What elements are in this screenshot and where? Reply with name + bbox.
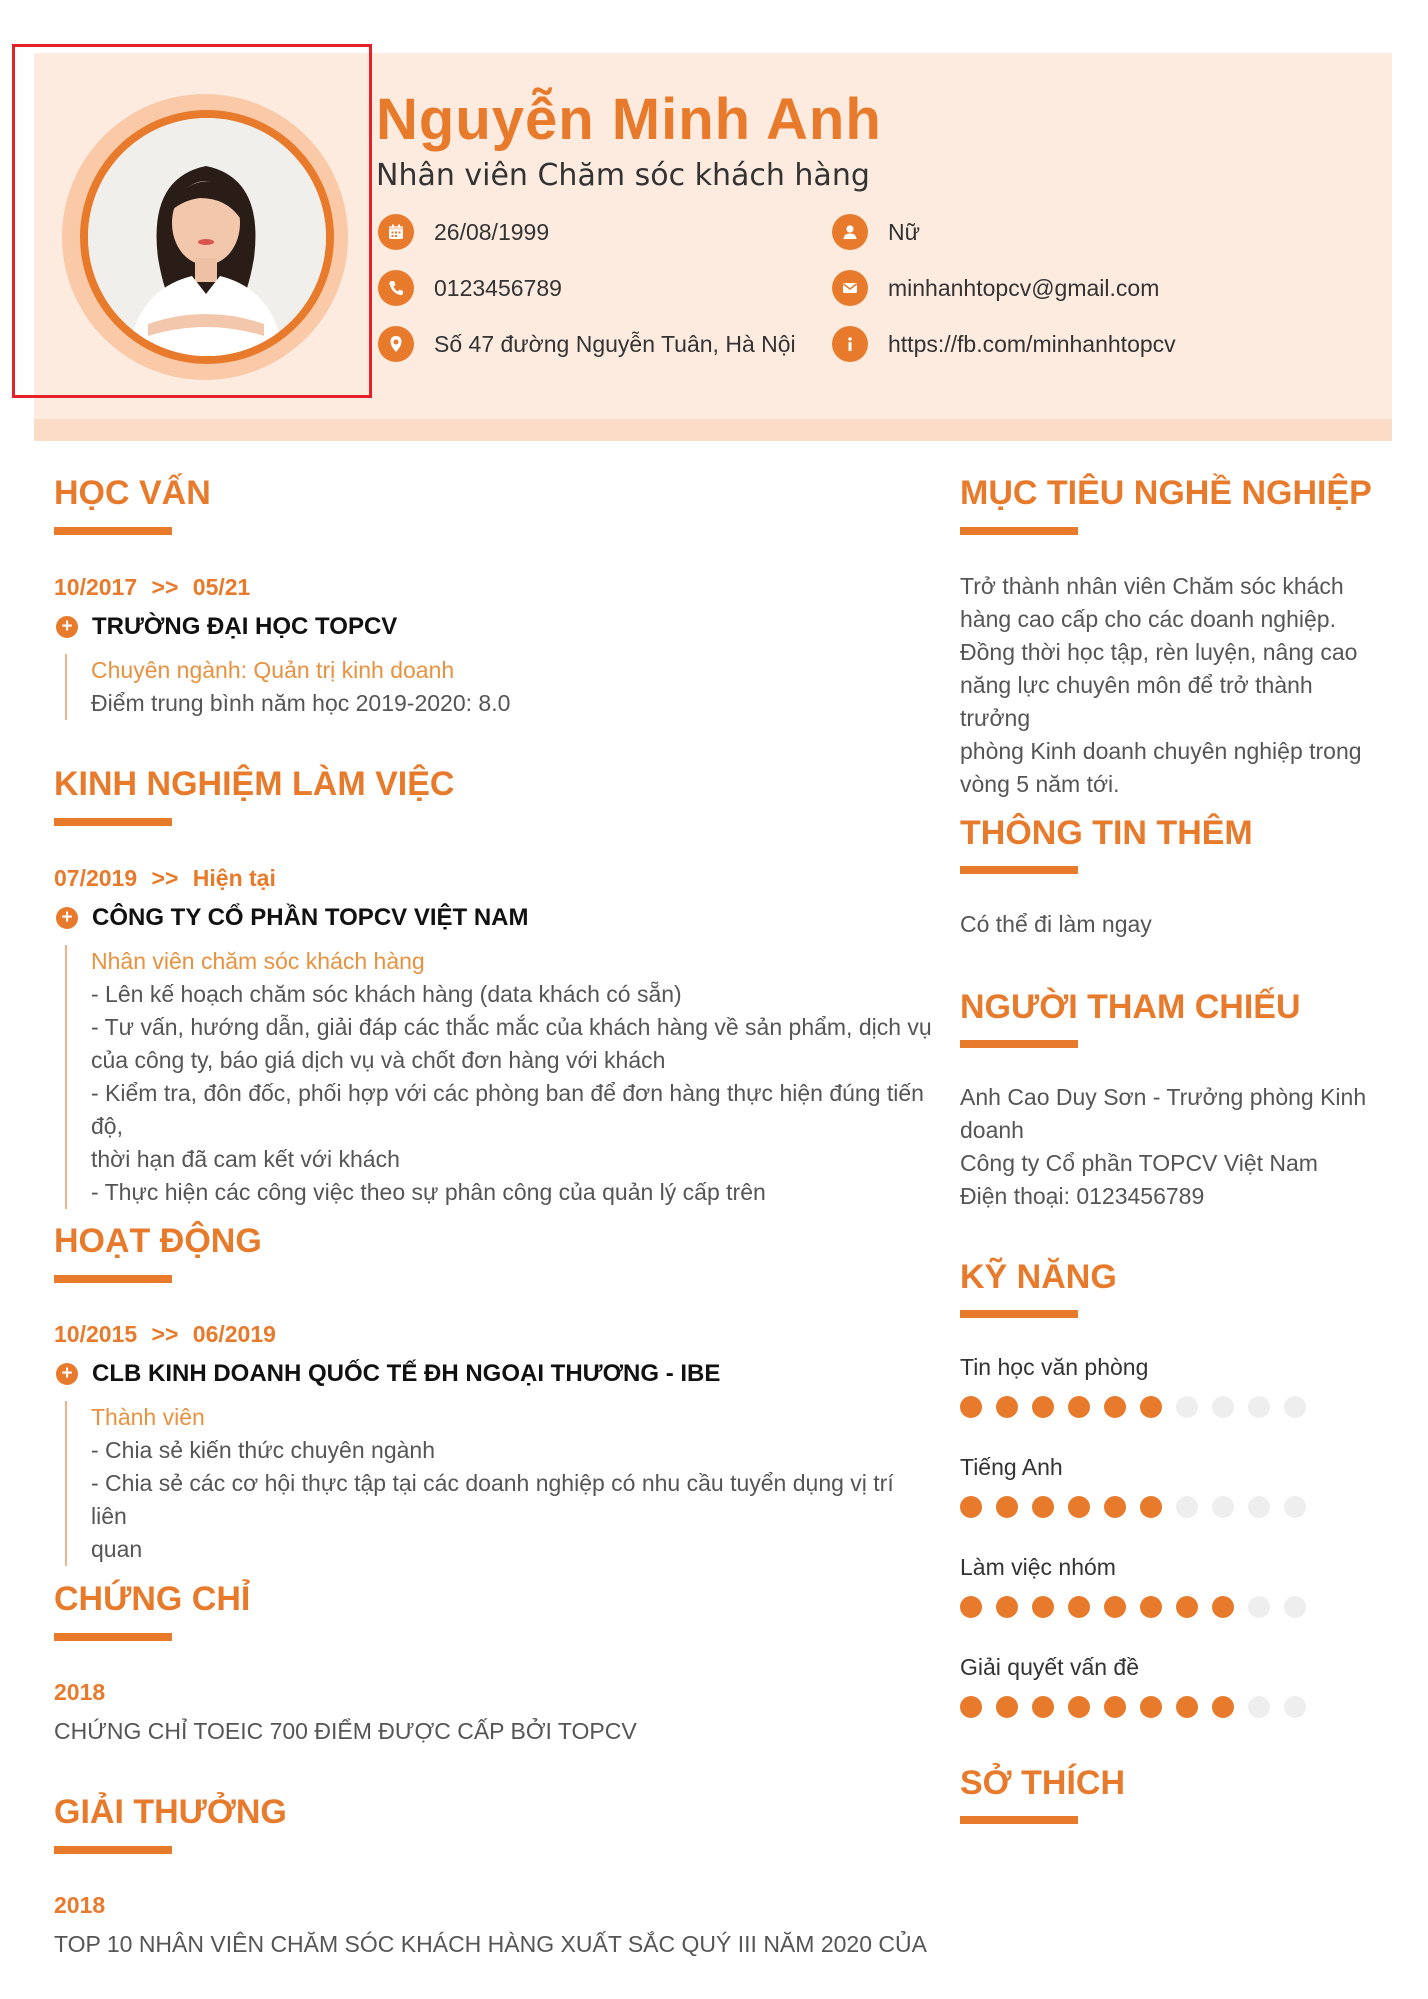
reference-text [960, 1081, 1380, 1213]
rating-dot-empty [1284, 1496, 1306, 1518]
contact-phone [378, 270, 562, 306]
experience-arrow: >> [151, 865, 179, 891]
rating-dot-filled [1032, 1496, 1054, 1518]
skill-rating [960, 1596, 1306, 1618]
rating-dot-empty [1248, 1596, 1270, 1618]
rating-dot-filled [1068, 1696, 1090, 1718]
rating-dot-empty [1248, 1696, 1270, 1718]
rating-dot-filled [1212, 1596, 1234, 1618]
contact-dob-text: 26/08/1999 [434, 218, 550, 245]
experience-line: - Kiểm tra, đôn đốc, phối hợp với các phòng ban để đơn hàng thực hiện đúng tiến độ, [91, 1080, 924, 1139]
hobbies-underline [960, 1816, 1078, 1824]
phone-icon [378, 270, 414, 306]
rating-dot-empty [1248, 1496, 1270, 1518]
education-school [56, 613, 397, 641]
skill-name: Tin học văn phòng [960, 1354, 1149, 1380]
contact-facebook-text[interactable]: https://fb.com/minhanhtopcv [888, 330, 1176, 357]
activities-line: - Chia sẻ các cơ hội thực tập tại các doanh nghiệp có nhu cầu tuyển dụng vị trí liên [91, 1470, 894, 1529]
rating-dot-filled [960, 1496, 982, 1518]
activities-club [56, 1360, 720, 1388]
skill-name: Tiếng Anh [960, 1454, 1063, 1480]
reference-line: Anh Cao Duy Sơn - Trưởng phòng Kinh [960, 1084, 1367, 1110]
extra-text: Có thể đi làm ngay [960, 911, 1152, 937]
skills-underline [960, 1310, 1078, 1318]
education-end: 05/21 [192, 574, 251, 600]
experience-start: 07/2019 [54, 865, 138, 891]
rating-dot-empty [1284, 1396, 1306, 1418]
plus-icon: + [56, 907, 78, 929]
rating-dot-filled [996, 1496, 1018, 1518]
contact-email-text[interactable]: minhanhtopcv@gmail.com [888, 274, 1160, 301]
rating-dot-filled [1032, 1596, 1054, 1618]
header-bottom-strip [34, 419, 1392, 441]
rating-dot-filled [1104, 1696, 1126, 1718]
education-major: Chuyên ngành: Quản trị kinh doanh [91, 657, 455, 683]
rating-dot-empty [1284, 1696, 1306, 1718]
activities-line: - Chia sẻ kiến thức chuyên ngành [91, 1437, 435, 1463]
activities-start: 10/2015 [54, 1321, 138, 1347]
awards-text: TOP 10 NHÂN VIÊN CHĂM SÓC KHÁCH HÀNG XUẤT SẮC QUÝ III NĂM 2020 CỦA [54, 1931, 927, 1957]
education-heading: HỌC VẤN [54, 474, 211, 512]
experience-details [65, 945, 935, 1209]
location-icon [378, 326, 414, 362]
awards-heading: GIẢI THƯỞNG [54, 1793, 287, 1831]
objective-line: Đồng thời học tập, rèn luyện, nâng cao [960, 639, 1358, 665]
rating-dot-filled [1212, 1696, 1234, 1718]
contact-address-text: Số 47 đường Nguyễn Tuân, Hà Nội [434, 330, 796, 357]
rating-dot-empty [1248, 1396, 1270, 1418]
experience-underline [54, 818, 172, 826]
skill-name: Giải quyết vấn đề [960, 1654, 1140, 1680]
objective-underline [960, 527, 1078, 535]
candidate-job-title: Nhân viên Chăm sóc khách hàng [376, 158, 870, 193]
rating-dot-filled [996, 1696, 1018, 1718]
extra-heading: THÔNG TIN THÊM [960, 814, 1253, 852]
education-start: 10/2017 [54, 574, 138, 600]
rating-dot-empty [1212, 1496, 1234, 1518]
skill-rating [960, 1496, 1306, 1518]
info-icon [832, 326, 868, 362]
skill-name: Làm việc nhóm [960, 1554, 1116, 1580]
education-underline [54, 527, 172, 535]
contact-address [378, 326, 796, 362]
experience-dates [54, 865, 276, 892]
plus-icon: + [56, 1363, 78, 1385]
skill-rating [960, 1396, 1306, 1418]
rating-dot-filled [1104, 1396, 1126, 1418]
reference-line: Điện thoại: 0123456789 [960, 1183, 1205, 1209]
rating-dot-filled [1140, 1396, 1162, 1418]
objective-line: năng lực chuyên môn để trở thành trưởng [960, 672, 1313, 731]
objective-heading: MỤC TIÊU NGHỀ NGHIỆP [960, 474, 1372, 512]
objective-line: Trở thành nhân viên Chăm sóc khách [960, 573, 1344, 599]
contact-gender-text: Nữ [888, 218, 921, 245]
experience-heading: KINH NGHIỆM LÀM VIỆC [54, 765, 455, 803]
awards-year: 2018 [54, 1892, 106, 1918]
objective-text [960, 570, 1380, 801]
reference-underline [960, 1040, 1078, 1048]
experience-line: thời hạn đã cam kết với khách [91, 1146, 400, 1172]
education-arrow: >> [151, 574, 179, 600]
activities-end: 06/2019 [192, 1321, 276, 1347]
experience-line: - Thực hiện các công việc theo sự phân công của quản lý cấp trên [91, 1179, 766, 1205]
experience-company [56, 904, 529, 932]
experience-end: Hiện tại [192, 865, 276, 891]
rating-dot-filled [1032, 1696, 1054, 1718]
rating-dot-filled [996, 1596, 1018, 1618]
contact-dob [378, 214, 549, 250]
activities-heading: HOẠT ĐỘNG [54, 1222, 262, 1260]
calendar-icon [378, 214, 414, 250]
rating-dot-empty [1176, 1496, 1198, 1518]
skills-heading: KỸ NĂNG [960, 1258, 1117, 1296]
plus-icon: + [56, 616, 78, 638]
certificates-year: 2018 [54, 1679, 106, 1705]
rating-dot-filled [1140, 1496, 1162, 1518]
objective-line: phòng Kinh doanh chuyên nghiệp trong [960, 738, 1362, 764]
activities-line: quan [91, 1536, 143, 1562]
extra-underline [960, 866, 1078, 874]
rating-dot-filled [1176, 1696, 1198, 1718]
activities-details [65, 1401, 935, 1566]
certificates-heading: CHỨNG CHỈ [54, 1580, 251, 1618]
rating-dot-filled [1032, 1396, 1054, 1418]
rating-dot-filled [1176, 1596, 1198, 1618]
activities-arrow: >> [151, 1321, 179, 1347]
rating-dot-empty [1176, 1396, 1198, 1418]
education-dates [54, 574, 250, 601]
objective-line: vòng 5 năm tới. [960, 771, 1120, 797]
education-school-name: TRƯỜNG ĐẠI HỌC TOPCV [92, 613, 398, 640]
rating-dot-filled [1104, 1496, 1126, 1518]
hobbies-heading: SỞ THÍCH [960, 1764, 1126, 1802]
experience-line: của công ty, báo giá dịch vụ và chốt đơn hàng với khách [91, 1047, 666, 1073]
activities-club-name: CLB KINH DOANH QUỐC TẾ ĐH NGOẠI THƯƠNG - IBE [92, 1360, 721, 1387]
candidate-name: Nguyễn Minh Anh [376, 87, 882, 152]
rating-dot-filled [1104, 1596, 1126, 1618]
reference-heading: NGƯỜI THAM CHIẾU [960, 988, 1301, 1026]
experience-company-name: CÔNG TY CỔ PHẦN TOPCV VIỆT NAM [92, 904, 529, 931]
reference-line: doanh [960, 1117, 1024, 1143]
certificates-underline [54, 1633, 172, 1641]
rating-dot-empty [1284, 1596, 1306, 1618]
rating-dot-filled [1068, 1396, 1090, 1418]
rating-dot-filled [960, 1396, 982, 1418]
rating-dot-filled [1068, 1496, 1090, 1518]
reference-line: Công ty Cổ phần TOPCV Việt Nam [960, 1150, 1318, 1176]
contact-gender [832, 214, 920, 250]
experience-line: - Lên kế hoạch chăm sóc khách hàng (data khách có sẵn) [91, 981, 682, 1007]
activities-role: Thành viên [91, 1404, 205, 1430]
skill-rating [960, 1696, 1306, 1718]
awards-underline [54, 1846, 172, 1854]
photo-selection-frame [12, 44, 372, 398]
objective-line: hàng cao cấp cho các doanh nghiệp. [960, 606, 1336, 632]
activities-dates [54, 1321, 276, 1348]
contact-facebook [832, 326, 1176, 362]
contact-email [832, 270, 1159, 306]
education-gpa: Điểm trung bình năm học 2019-2020: 8.0 [91, 690, 511, 716]
activities-underline [54, 1275, 172, 1283]
experience-line: - Tư vấn, hướng dẫn, giải đáp các thắc mắc của khách hàng về sản phẩm, dịch vụ [91, 1014, 932, 1040]
rating-dot-filled [1068, 1596, 1090, 1618]
rating-dot-filled [960, 1696, 982, 1718]
rating-dot-filled [1140, 1696, 1162, 1718]
certificates-text: CHỨNG CHỈ TOEIC 700 ĐIỂM ĐƯỢC CẤP BỞI TOPCV [54, 1718, 637, 1744]
person-icon [832, 214, 868, 250]
rating-dot-filled [996, 1396, 1018, 1418]
rating-dot-empty [1212, 1396, 1234, 1418]
mail-icon [832, 270, 868, 306]
education-details [65, 654, 925, 720]
rating-dot-filled [960, 1596, 982, 1618]
experience-role: Nhân viên chăm sóc khách hàng [91, 948, 425, 974]
rating-dot-filled [1140, 1596, 1162, 1618]
contact-phone-text: 0123456789 [434, 274, 562, 301]
